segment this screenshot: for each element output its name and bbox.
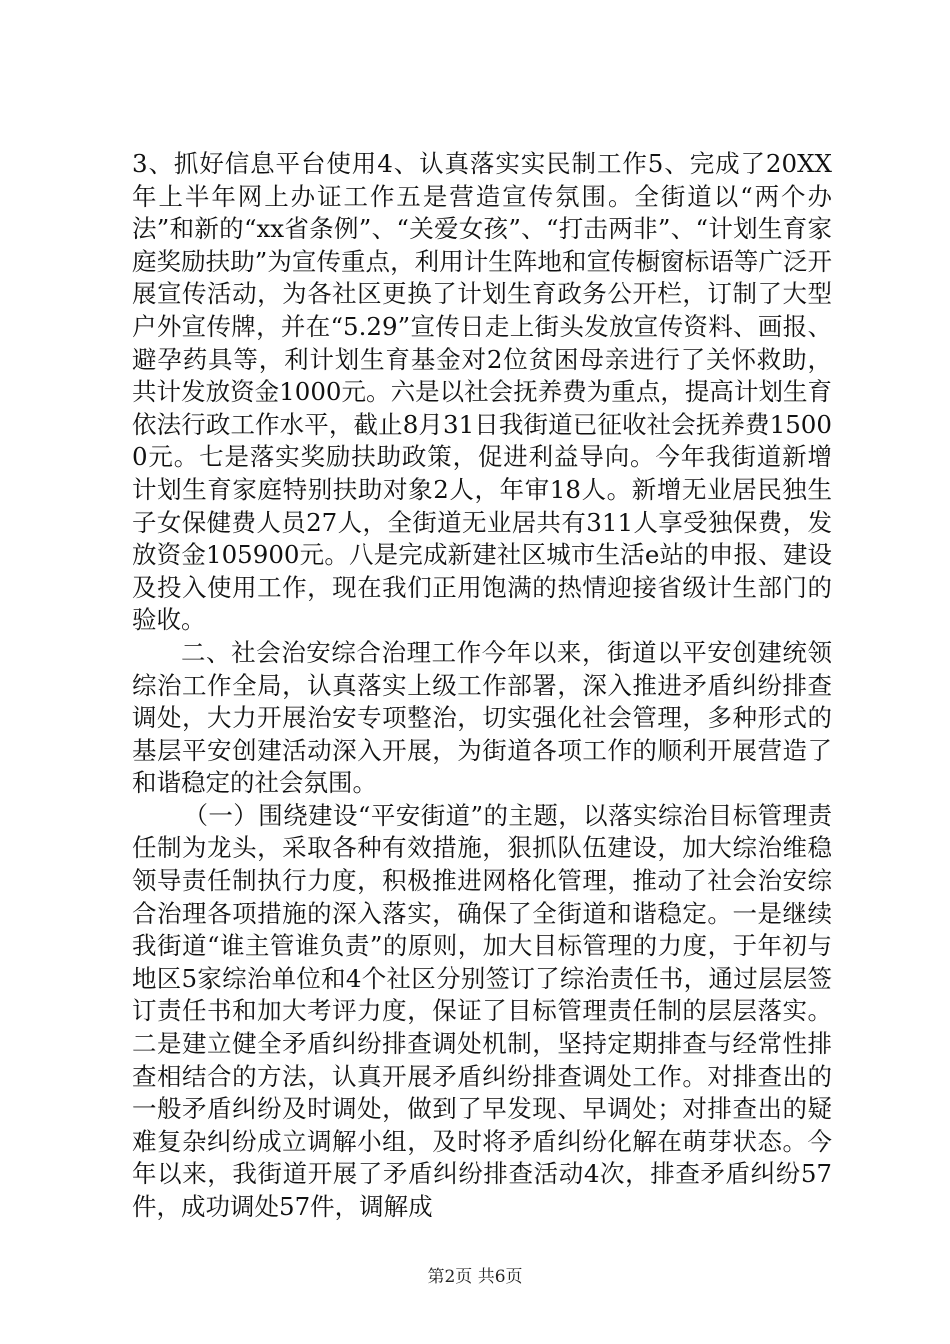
page-number-footer: 第2页 共6页 bbox=[427, 1267, 523, 1287]
document-body bbox=[132, 148, 832, 1224]
paragraph-3: （一）围绕建设“平安街道”的主题，以落实综治目标管理责任制为龙头，采取各种有效措施，狠抓队伍建设，加大综治维稳领导责任制执行力度，积极推进网格化管理，推动了社会治安综合治理各项措施的深入落实，确保了全街道和谐稳定。一是继续我街道“谁主管谁负责”的原则，加大目标管理的力度，于年初与地区5家综治单位和4个社区分别签订了综治责任书，通过层层签订责任书和加大考评力度，保证了目标管理责任制的层层落实。二是建立健全矛盾纠纷排查调处机制，坚持定期排查与经常性排查相结合的方法，认真开展矛盾纠纷排查调处工作。对排查出的一般矛盾纠纷及时调处，做到了早发现、早调处；对排查出的疑难复杂纠纷成立调解小组，及时将矛盾纠纷化解在萌芽状态。今年以来，我街道开展了矛盾纠纷排查活动4次，排查矛盾纠纷57件，成功调处57件，调解成 bbox=[132, 800, 832, 1221]
paragraph-2: 二、社会治安综合治理工作今年以来，街道以平安创建统领综治工作全局，认真落实上级工作部署，深入推进矛盾纠纷排查调处，大力开展治安专项整治，切实强化社会管理，多种形式的基层平安创建活动深入开展，为街道各项工作的顺利开展营造了和谐稳定的社会氛围。 bbox=[132, 637, 832, 798]
paragraph-1: 3、抓好信息平台使用4、认真落实实民制工作5、完成了20XX年上半年网上办证工作五是营造宣传氛围。全街道以“两个办法”和新的“xx省条例”、“关爱女孩”、“打击两非”、“计划生育家庭奖励扶助”为宣传重点，利用计生阵地和宣传橱窗标语等广泛开展宣传活动，为各社区更换了计划生育政务公开栏，订制了大型户外宣传牌，并在“5.29”宣传日走上街头发放宣传资料、画报、避孕药具等，利计划生育基金对2位贫困母亲进行了关怀救助，共计发放资金1000元。六是以社会抚养费为重点，提高计划生育依法行政工作水平，截止8月31日我街道已征收社会抚养费15000元。七是落实奖励扶助政策，促进利益导向。今年我街道新增计划生育家庭特别扶助对象2人，年审18人。新增无业居民独生子女保健费人员27人，全街道无业居共有311人享受独保费，发放资金105900元。八是完成新建社区城市生活e站的申报、建设及投入使用工作，现在我们正用饱满的热情迎接省级计生部门的验收。 bbox=[132, 149, 832, 635]
